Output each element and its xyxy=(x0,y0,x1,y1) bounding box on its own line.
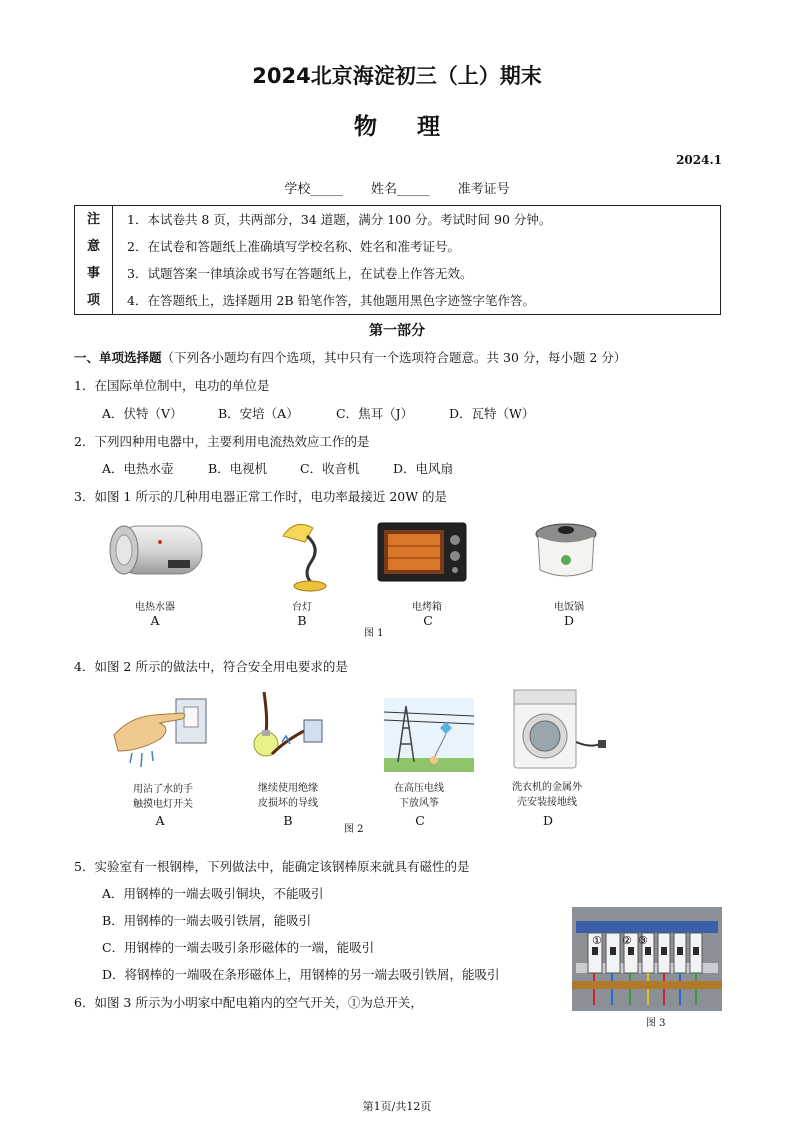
q5-option-c: C．用钢棒的一端去吸引条形磁体的一端，能吸引 xyxy=(102,940,375,955)
toaster-oven-image xyxy=(377,522,467,584)
q3-letter-d: D xyxy=(563,613,575,628)
notes-label-char: 项 xyxy=(86,293,100,308)
school-field: 学校_____ xyxy=(284,182,343,197)
q1-option-b: B．安培（A） xyxy=(218,406,299,421)
student-info-fields xyxy=(0,178,794,197)
section-instruction: （下列各小题均有四个选项，其中只有一个选项符合题意。共 30 分，每小题 2 分） xyxy=(161,350,627,365)
part-title: 第一部分 xyxy=(369,323,425,339)
rice-cooker-image xyxy=(532,520,600,584)
q1-stem: 1．在国际单位制中，电功的单位是 xyxy=(74,378,270,393)
q3-caption-d: 电饭锅 xyxy=(554,602,584,613)
q6-stem: 6．如图 3 所示为小明家中配电箱内的空气开关，①为总开关， xyxy=(74,995,423,1010)
q4-caption-a-line: 触摸电灯开关 xyxy=(133,799,193,810)
notes-items xyxy=(127,206,551,314)
water-heater-image xyxy=(108,522,204,580)
q4-caption-c-line: 下放风筝 xyxy=(399,798,439,809)
q3-letter-c: C xyxy=(423,613,433,628)
q5-option-a: A．用钢棒的一端去吸引铜块，不能吸引 xyxy=(102,886,324,901)
notes-item: 4．在答题纸上，选择题用 2B 铅笔作答，其他题用黑色字迹签字笔作答。 xyxy=(127,293,536,308)
notes-box xyxy=(74,205,721,315)
damaged-wire-image xyxy=(246,690,326,772)
q5-stem: 5．实验室有一根钢棒，下列做法中，能确定该钢棒原来就具有磁性的是 xyxy=(74,859,470,874)
exam-date: 2024.1 xyxy=(676,153,722,167)
q1-option-d: D．瓦特（W） xyxy=(449,406,535,421)
q4-caption-a-line: 用沾了水的手 xyxy=(133,784,193,795)
section-heading xyxy=(74,348,626,366)
q4-caption-d-line: 壳安装接地线 xyxy=(517,797,577,808)
q2-option-c: C．收音机 xyxy=(300,461,360,476)
high-voltage-kite-image xyxy=(384,698,474,772)
q2-option-a: A．电热水壶 xyxy=(102,461,174,476)
exam-title: 2024北京海淀初三（上）期末 xyxy=(252,64,542,88)
q4-letter-c: C xyxy=(415,813,425,828)
q3-caption-b: 台灯 xyxy=(292,602,312,613)
notes-label-char: 意 xyxy=(86,239,100,254)
figure-2-label: 图 2 xyxy=(344,824,364,835)
q4-stem: 4．如图 2 所示的做法中，符合安全用电要求的是 xyxy=(74,659,348,674)
notes-label-column xyxy=(75,206,113,314)
figure-3-label: 图 3 xyxy=(646,1018,666,1029)
notes-item: 1．本试卷共 8 页，共两部分，34 道题，满分 100 分。考试时间 90 分钟。 xyxy=(127,212,552,227)
desk-lamp-image xyxy=(277,518,327,592)
subject-title: 物理 xyxy=(354,114,480,140)
q3-caption-c: 电烤箱 xyxy=(412,602,442,613)
q5-option-d: D．将钢棒的一端吸在条形磁体上，用钢棒的另一端去吸引铁屑，能吸引 xyxy=(102,967,500,982)
q2-option-d: D．电风扇 xyxy=(393,461,454,476)
name-field: 姓名_____ xyxy=(370,182,430,197)
q1-option-a: A．伏特（V） xyxy=(102,406,183,421)
figure-1-label: 图 1 xyxy=(364,628,384,639)
q4-letter-d: D xyxy=(542,813,554,828)
q4-caption-d-line: 洗衣机的金属外 xyxy=(512,782,582,793)
q4-caption-b-line: 继续使用绝缘 xyxy=(258,783,318,794)
q4-caption-c xyxy=(364,781,474,811)
section-heading-label: 一、单项选择题 xyxy=(74,350,162,365)
washing-machine-image xyxy=(510,688,610,772)
q4-caption-d xyxy=(492,780,602,810)
q3-stem: 3．如图 1 所示的几种用电器正常工作时，电功率最接近 20W 的是 xyxy=(74,489,448,504)
q2-stem: 2．下列四种用电器中，主要利用电流热效应工作的是 xyxy=(74,434,370,449)
distribution-box-image xyxy=(572,907,722,1011)
q3-caption-a: 电热水器 xyxy=(135,602,175,613)
q4-caption-b xyxy=(233,781,343,811)
switch-mark-1: ① xyxy=(592,934,602,947)
page-footer: 第1页/共12页 xyxy=(362,1100,432,1113)
q5-option-b: B．用钢棒的一端去吸引铁屑，能吸引 xyxy=(102,913,312,928)
exam-number-field: 准考证号 xyxy=(457,182,510,197)
switch-mark-2: ② xyxy=(622,934,632,947)
q4-letter-a: A xyxy=(155,813,165,828)
notes-item: 2．在试卷和答题纸上准确填写学校名称、姓名和准考证号。 xyxy=(127,239,460,254)
q4-caption-c-line: 在高压电线 xyxy=(394,783,444,794)
notes-item: 3．试题答案一律填涂或书写在答题纸上，在试卷上作答无效。 xyxy=(127,266,473,281)
notes-label-char: 事 xyxy=(86,266,100,281)
notes-label-char: 注 xyxy=(86,212,100,227)
q2-option-b: B．电视机 xyxy=(208,461,268,476)
switch-mark-3: ③ xyxy=(638,934,648,947)
q4-letter-b: B xyxy=(283,813,293,828)
q3-letter-a: A xyxy=(150,613,160,628)
q4-caption-a xyxy=(108,782,218,812)
q1-option-c: C．焦耳（J） xyxy=(336,406,414,421)
q3-letter-b: B xyxy=(297,613,307,628)
q4-caption-b-line: 皮损坏的导线 xyxy=(258,798,318,809)
wet-hand-switch-image xyxy=(110,695,210,773)
